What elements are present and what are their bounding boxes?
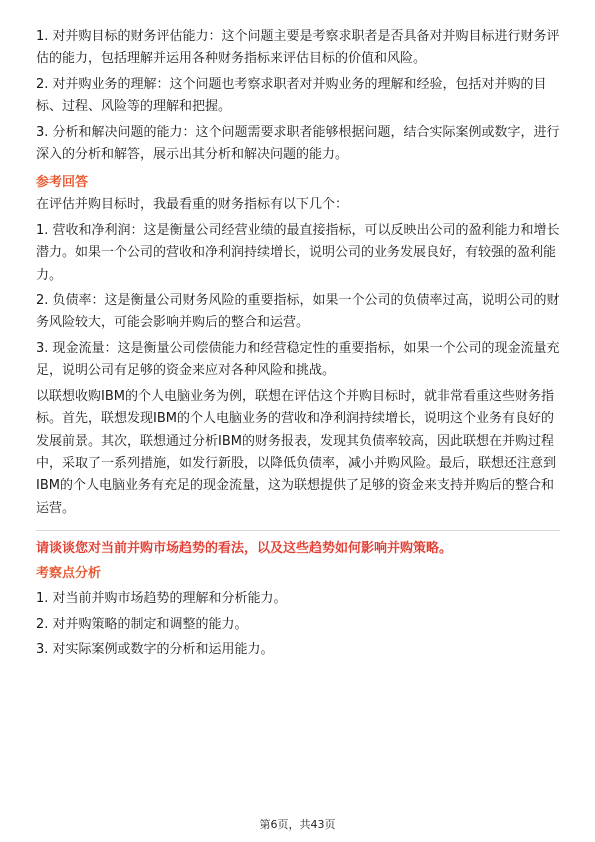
analysis-point-3: 3. 对实际案例或数字的分析和运用能力。 <box>36 641 274 657</box>
point-2: 2. 对并购业务的理解：这个问题也考察求职者对并购业务的理解和经验，包括对并购的目标、过程、风险等的理解和把握。 <box>36 76 547 115</box>
answer-point-3: 3. 现金流量：这是衡量公司偿债能力和经营稳定性的重要指标，如果一个公司的现金流量充足，说明公司有足够的资金来应对各种风险和挑战。 <box>36 340 560 379</box>
analysis-heading: 考察点分析 <box>36 566 102 582</box>
section-divider <box>36 530 560 531</box>
question-title: 请谈谈您对当前并购市场趋势的看法，以及这些趋势如何影响并购策略。 <box>36 541 453 557</box>
answer-example: 以联想收购IBM的个人电脑业务为例，联想在评估这个并购目标时，就非常看重这些财务指标。首先，联想发现IBM的个人电脑业务的营收和净利润持续增长，说明这个业务有良好的发展前景。其次，联想通过分析IBM的财务报表，发现其负债率较高，因此联想在并购过程中，采取了一系列措施，如发行新股，以降低负债率，减小并购风险。最后，联想还注意到IBM的个人电脑业务有充足的现金流量，这为联想提供了足够的资金来支持并购后的整合和运营。 <box>36 388 557 516</box>
page-number: 第6页，共43页 <box>259 818 336 831</box>
answer-point-1: 1. 营收和净利润：这是衡量公司经营业绩的最直接指标，可以反映出公司的盈利能力和增长潜力。如果一个公司的营收和净利润持续增长，说明公司的业务发展良好，有较强的盈利能力。 <box>36 222 560 283</box>
point-3: 3. 分析和解决问题的能力：这个问题需要求职者能够根据问题，结合实际案例或数字，进行深入的分析和解答，展示出其分析和解决问题的能力。 <box>36 124 560 163</box>
answer-point-2: 2. 负债率：这是衡量公司财务风险的重要指标，如果一个公司的负债率过高，说明公司的财务风险较大，可能会影响并购后的整合和运营。 <box>36 293 560 331</box>
analysis-point-2: 2. 对并购策略的制定和调整的能力。 <box>36 616 248 632</box>
page-content <box>36 26 560 661</box>
analysis-point-1: 1. 对当前并购市场趋势的理解和分析能力。 <box>36 591 287 607</box>
point-1: 1. 对并购目标的财务评估能力：这个问题主要是考察求职者是否具备对并购目标进行财务评估的能力，包括理解并运用各种财务指标来评估目标的价值和风险。 <box>36 29 560 67</box>
answer-heading: 参考回答 <box>36 175 89 191</box>
answer-intro: 在评估并购目标时，我最看重的财务指标有以下几个： <box>36 197 349 213</box>
